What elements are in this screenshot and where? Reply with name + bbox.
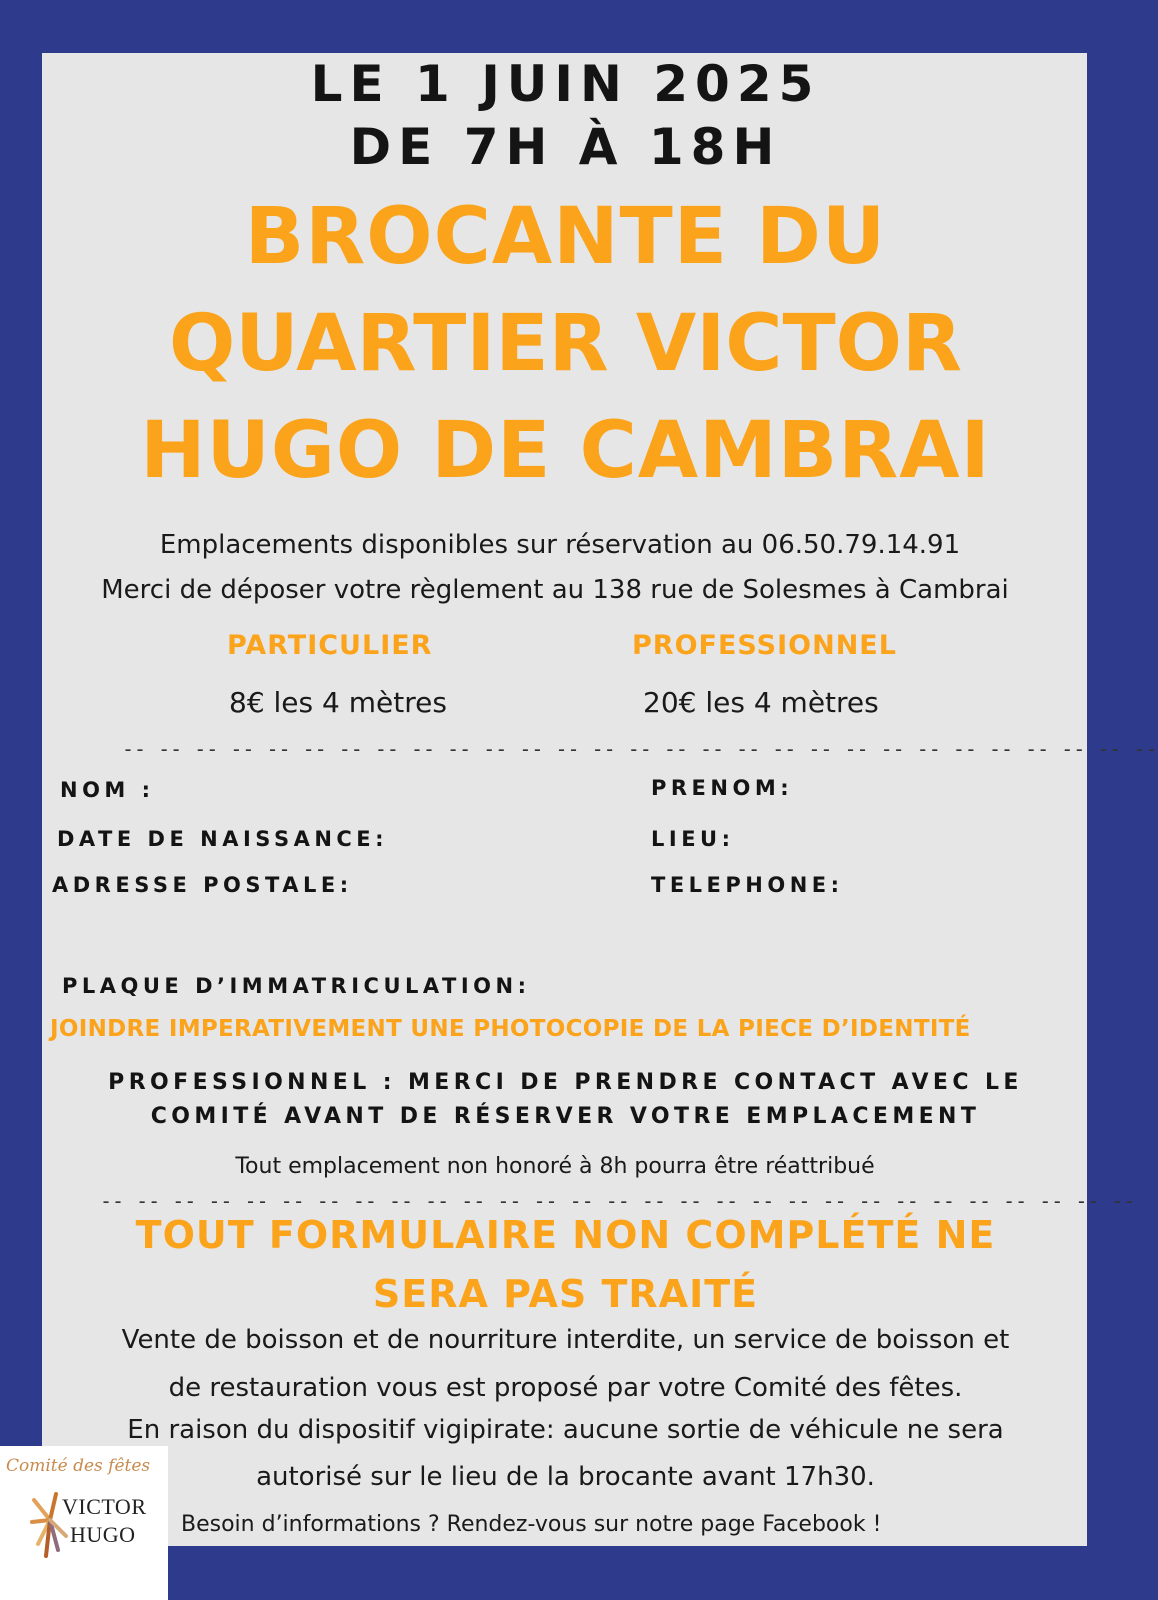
- pro-notice-line-1: PROFESSIONNEL : MERCI DE PRENDRE CONTACT AVEC LE: [108, 1070, 1023, 1095]
- title-line-3: HUGO DE CAMBRAI: [140, 406, 991, 496]
- logo-name-line-2: HUGO: [70, 1522, 136, 1547]
- title-line-2: QUARTIER VICTOR: [168, 299, 963, 389]
- pro-notice-line-2: COMITÉ AVANT DE RÉSERVER VOTRE EMPLACEMENT: [150, 1104, 981, 1129]
- event-date: LE 1 JUIN 2025: [310, 55, 821, 113]
- field-date-naissance: DATE DE NAISSANCE:: [57, 827, 389, 851]
- professionnel-heading: PROFESSIONNEL: [632, 630, 897, 661]
- rules-line-2: de restauration vous est proposé par votre Comité des fêtes.: [168, 1373, 963, 1403]
- field-nom: NOM :: [60, 778, 155, 802]
- logo-name-line-1: VICTOR: [62, 1494, 147, 1519]
- particulier-heading: PARTICULIER: [227, 630, 433, 661]
- reassign-notice: Tout emplacement non honoré à 8h pourra être réattribué: [235, 1154, 875, 1179]
- field-telephone: TELEPHONE:: [651, 873, 844, 897]
- cut-separator-bottom: -- -- -- -- -- -- -- -- -- -- -- -- -- -- -- -- -- -- -- -- -- -- -- -- -- -- -- -- --: [100, 1189, 1136, 1213]
- title-line-1: BROCANTE DU: [244, 192, 887, 282]
- comite-logo: [0, 1446, 168, 1600]
- field-plaque: PLAQUE D’IMMATRICULATION:: [62, 974, 531, 998]
- reservation-info: Emplacements disponibles sur réservation au 06.50.79.14.91: [159, 530, 961, 560]
- field-lieu: LIEU:: [651, 827, 735, 851]
- rules-line-4: autorisé sur le lieu de la brocante avant 17h30.: [256, 1462, 875, 1492]
- cut-separator-top: -- -- -- -- -- -- -- -- -- -- -- -- -- -- -- -- -- -- -- -- -- -- -- -- -- -- -- -- --: [122, 737, 1158, 761]
- event-time: DE 7H À 18H: [349, 118, 782, 176]
- particulier-price: 8€ les 4 mètres: [229, 686, 447, 719]
- rules-line-1: Vente de boisson et de nourriture interdite, un service de boisson et: [121, 1325, 1010, 1355]
- rules-line-3: En raison du dispositif vigipirate: aucune sortie de véhicule ne sera: [127, 1415, 1004, 1445]
- incomplete-warning-line-2: SERA PAS TRAITÉ: [372, 1272, 759, 1316]
- incomplete-warning-line-1: TOUT FORMULAIRE NON COMPLÉTÉ NE: [135, 1213, 996, 1257]
- facebook-info: Besoin d’informations ? Rendez-vous sur notre page Facebook !: [181, 1512, 882, 1537]
- id-copy-notice: JOINDRE IMPERATIVEMENT UNE PHOTOCOPIE DE LA PIECE D’IDENTITÉ: [50, 1016, 971, 1042]
- professionnel-price: 20€ les 4 mètres: [643, 686, 879, 719]
- field-adresse: ADRESSE POSTALE:: [52, 873, 353, 897]
- payment-info: Merci de déposer votre règlement au 138 rue de Solesmes à Cambrai: [101, 575, 1009, 605]
- field-prenom: PRENOM:: [651, 776, 794, 800]
- logo-script-text: Comité des fêtes: [6, 1456, 151, 1476]
